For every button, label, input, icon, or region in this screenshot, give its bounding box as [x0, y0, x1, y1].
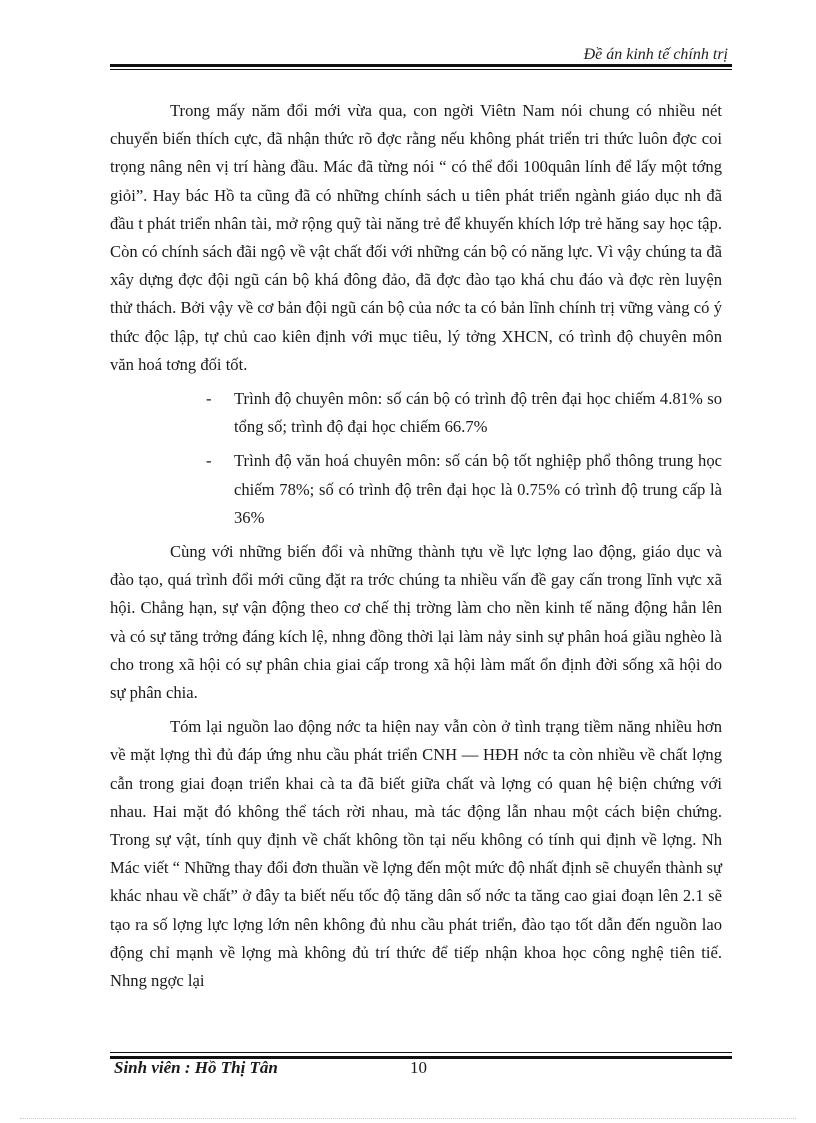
- bullet-text: Trình độ văn hoá chuyên môn: số cán bộ tốt nghiệp phổ thông trung học chiếm 78%; số có trình độ trên đại học là 0.75% có trình độ trung cấp là 36%: [234, 451, 722, 527]
- paragraph-2: Cùng với những biến đổi và những thành tựu về lực lợng lao động, giáo dục và đào tạo, quá trình đổi mới cũng đặt ra trớc chúng ta nhiều vấn đề gay cấn trong lĩnh vực xã hội. Chẳng hạn, sự vận động theo cơ chế thị trờng làm cho nền kinh tế năng động hẳn lên và có sự tăng trởng đáng kích lệ, nhng đồng thời lại làm nảy sinh sự phân hoá giầu nghèo là cho trong xã hội có sự phân chia giai cấp trong xã hội làm mất ổn định đời sống xã hội do sự phân chia.: [110, 542, 722, 703]
- page-bottom-dotted-line: [20, 1118, 796, 1119]
- footer-rule-thin: [110, 1052, 732, 1053]
- header-rule-thin: [110, 69, 732, 70]
- header-rule-thick: [110, 64, 732, 67]
- page-number: 10: [410, 1058, 427, 1077]
- bullet-dash: -: [206, 451, 212, 471]
- bullet-item: [110, 385, 722, 441]
- document-body: [110, 97, 722, 1001]
- paragraph-3: Tóm lại nguồn lao động nớc ta hiện nay vẫn còn ở tình trạng tiềm năng nhiều hơn về mặt lợng thì đủ đáp ứng nhu cầu phát triển CNH — HĐH nớc ta còn nhiều về chất lợng cẫn trong giai đoạn triển khai cà ta đã biết giữa chất và lợng có quan hệ biện chứng với nhau. Hai mặt đó không thể tách rời nhau, mà tác động lẫn nhau một cách biện chứng. Trong sự vật, tính quy định về chất không tồn tại nếu không có tính qui định về lợng. Nh Mác viết “ Những thay đổi đơn thuần về lợng đến một mức độ nhất định sẽ chuyển thành sự khác nhau về chất” ở đây ta biết nếu tốc độ tăng dân số nớc ta tăng cao giai đoạn lên 2.1 sẽ tạo ra số lợng lực lợng lớn nên không đủ nhu cầu phát triển, đào tạo tốt dẫn đến nguồn lao động chỉ mạnh về lợng mà không đủ trí thức để tiếp nhận khoa học công nghệ tiên tiế. Nhng ngợc lại: [110, 717, 722, 991]
- bullet-list: [110, 385, 722, 532]
- footer-author: Sinh viên : Hồ Thị Tân: [114, 1058, 278, 1077]
- bullet-dash: -: [206, 389, 212, 409]
- running-header-title: Đề án kinh tế chính trị: [583, 46, 728, 63]
- bullet-text: Trình độ chuyên môn: số cán bộ có trình độ trên đại học chiếm 4.81% so tổng số; trình độ đại học chiếm 66.7%: [234, 389, 722, 437]
- paragraph-1: Trong mấy năm đổi mới vừa qua, con ngời Viêtn Nam nói chung có nhiều nét chuyển biến thích cực, đã nhận thức rõ đợc rằng nếu không phát triển tri thức luôn đợc coi trọng nâng nên vị trí hàng đầu. Mác đã từng nói “ có thể đổi 100quân lính để lấy một tớng giỏi”. Hay bác Hồ ta cũng đã có những chính sách u tiên phát triển ngành giáo dục nh đã đầu t phát triển nhân tài, mở rộng quỹ tài năng trẻ để khuyến khích lớp trẻ hăng say học tập. Còn có chính sách đãi ngộ về vật chất đối với những cán bộ có năng lực. Vì vậy chúng ta đã xây dựng đợc đội ngũ cán bộ khá đông đảo, đã đợc đào tạo khá chu đáo và đợc rèn luyện thử thách. Bởi vậy về cơ bản đội ngũ cán bộ của nớc ta có bản lĩnh chính trị vững vàng có ý thức độc lập, tự chủ cao kiên định với mục tiêu, lý tởng XHCN, có trình độ chuyên môn văn hoá tơng đối tốt.: [110, 101, 722, 374]
- bullet-item: [110, 447, 722, 532]
